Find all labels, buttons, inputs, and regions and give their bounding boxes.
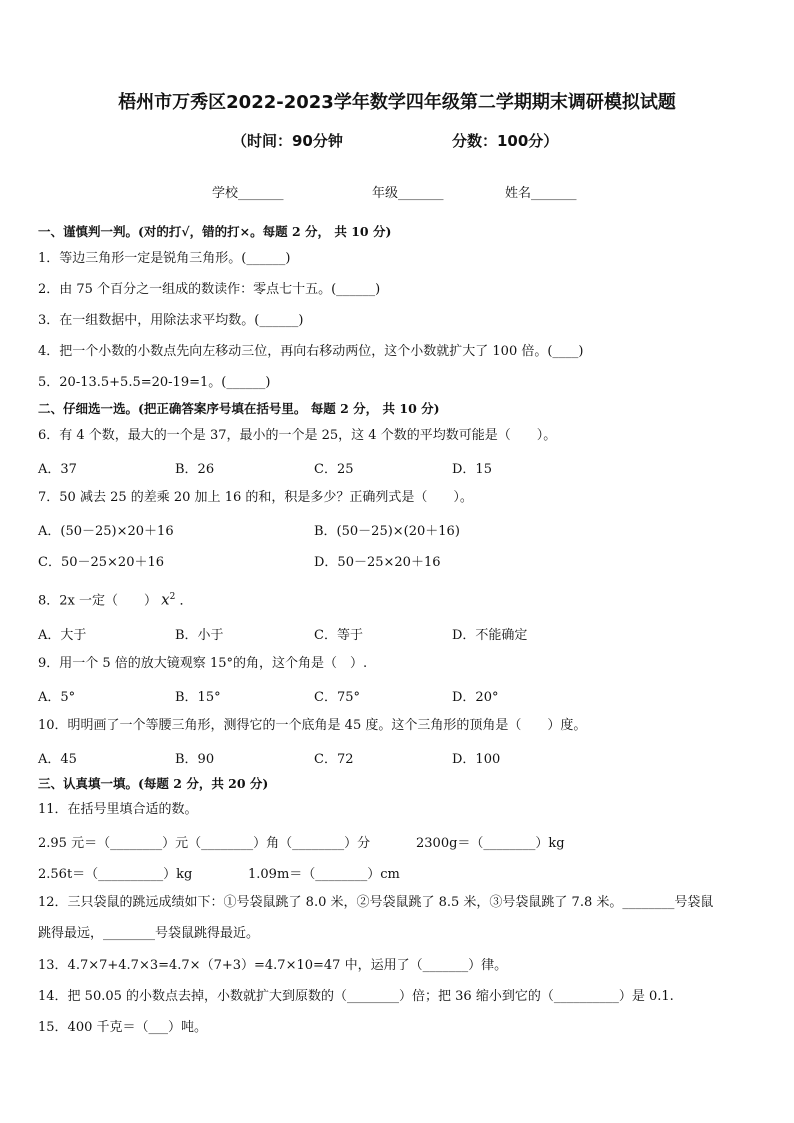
q10-option-c: C．72 (314, 752, 354, 767)
section-1-header: 一、谨慎判一判。(对的打√，错的打×。每题 2 分， 共 10 分) (38, 224, 392, 239)
q8-option-d: D．不能确定 (452, 628, 528, 643)
name-field: 姓名_______ (505, 186, 577, 201)
q6-option-b: B．26 (175, 462, 215, 477)
q7-option-b: B．(50－25)×(20＋16) (314, 524, 460, 539)
q8-variable: x (161, 590, 170, 609)
question-9: 9．用一个 5 倍的放大镜观察 15°的角，这个角是（ ）. (38, 656, 368, 671)
q8-text: 8．2x 一定（ ） (38, 593, 158, 609)
q9-option-b: B．15° (175, 690, 221, 705)
q9-option-a: A．5° (38, 690, 76, 705)
q8-end: ． (179, 593, 193, 609)
q6-option-a: A．37 (38, 462, 77, 477)
q7-option-c: C．50－25×20＋16 (38, 555, 165, 570)
q10-option-d: D．100 (452, 752, 501, 767)
grade-field: 年级_______ (372, 186, 444, 201)
q11-part-d: 1.09m＝（________）cm (248, 867, 400, 882)
q10-option-b: B．90 (175, 752, 215, 767)
question-13: 13．4.7×7+4.7×3=4.7×（7+3）=4.7×10=47 中，运用了（_______）律。 (38, 958, 508, 973)
q7-option-d: D．50－25×20＋16 (314, 555, 441, 570)
exam-title: 梧州市万秀区2022-2023学年数学四年级第二学期期末调研模拟试题 (118, 92, 676, 113)
question-1: 1．等边三角形一定是锐角三角形。(______) (38, 251, 291, 266)
question-4: 4．把一个小数的小数点先向左移动三位，再向右移动两位，这个小数就扩大了 100 倍。(____) (38, 344, 584, 359)
question-8 (38, 588, 193, 610)
section-2-header: 二、仔细选一选。(把正确答案序号填在括号里。 每题 2 分， 共 10 分) (38, 401, 440, 416)
q10-option-a: A．45 (38, 752, 77, 767)
q7-option-a: A．(50－25)×20＋16 (38, 524, 174, 539)
school-field: 学校_______ (212, 186, 284, 201)
question-5: 5．20-13.5+5.5=20-19=1。(______) (38, 375, 271, 390)
q8-exponent: 2 (169, 592, 176, 602)
question-3: 3．在一组数据中，用除法求平均数。(______) (38, 313, 304, 328)
question-10: 10．明明画了一个等腰三角形，测得它的一个底角是 45 度。这个三角形的顶角是（ ）度。 (38, 718, 587, 733)
q11-part-b: 2300g＝（________）kg (416, 836, 565, 851)
q8-option-c: C．等于 (314, 628, 363, 643)
question-14: 14．把 50.05 的小数点去掉，小数就扩大到原数的（________）倍；把 36 缩小到它的（__________）是 0.1. (38, 989, 674, 1004)
q6-option-c: C．25 (314, 462, 354, 477)
question-2: 2．由 75 个百分之一组成的数读作：零点七十五。(______) (38, 282, 381, 297)
score-label: 分数：100分） (452, 132, 559, 150)
time-label: （时间：90分钟 (232, 132, 343, 150)
q11-part-a: 2.95 元＝（________）元（________）角（________）分 (38, 836, 371, 851)
section-3-header: 三、认真填一填。(每题 2 分，共 20 分) (38, 776, 269, 791)
question-12-line-1: 12．三只袋鼠的跳远成绩如下：①号袋鼠跳了 8.0 米，②号袋鼠跳了 8.5 米，③号袋鼠跳了 7.8 米。________号袋鼠 (38, 895, 714, 910)
question-12-line-2: 跳得最远，________号袋鼠跳得最近。 (38, 926, 260, 941)
question-15: 15．400 千克＝（___）吨。 (38, 1020, 207, 1035)
q11-part-c: 2.56t＝（__________）kg (38, 867, 193, 882)
q9-option-d: D．20° (452, 690, 499, 705)
q6-option-d: D．15 (452, 462, 492, 477)
q8-option-b: B．小于 (175, 628, 224, 643)
question-11: 11．在括号里填合适的数。 (38, 802, 198, 817)
question-7: 7．50 减去 25 的差乘 20 加上 16 的和，积是多少？正确列式是（ ）。 (38, 490, 473, 505)
q9-option-c: C．75° (314, 690, 360, 705)
question-6: 6．有 4 个数，最大的一个是 37，最小的一个是 25，这 4 个数的平均数可能是（ ）。 (38, 428, 557, 443)
q8-option-a: A．大于 (38, 628, 87, 643)
